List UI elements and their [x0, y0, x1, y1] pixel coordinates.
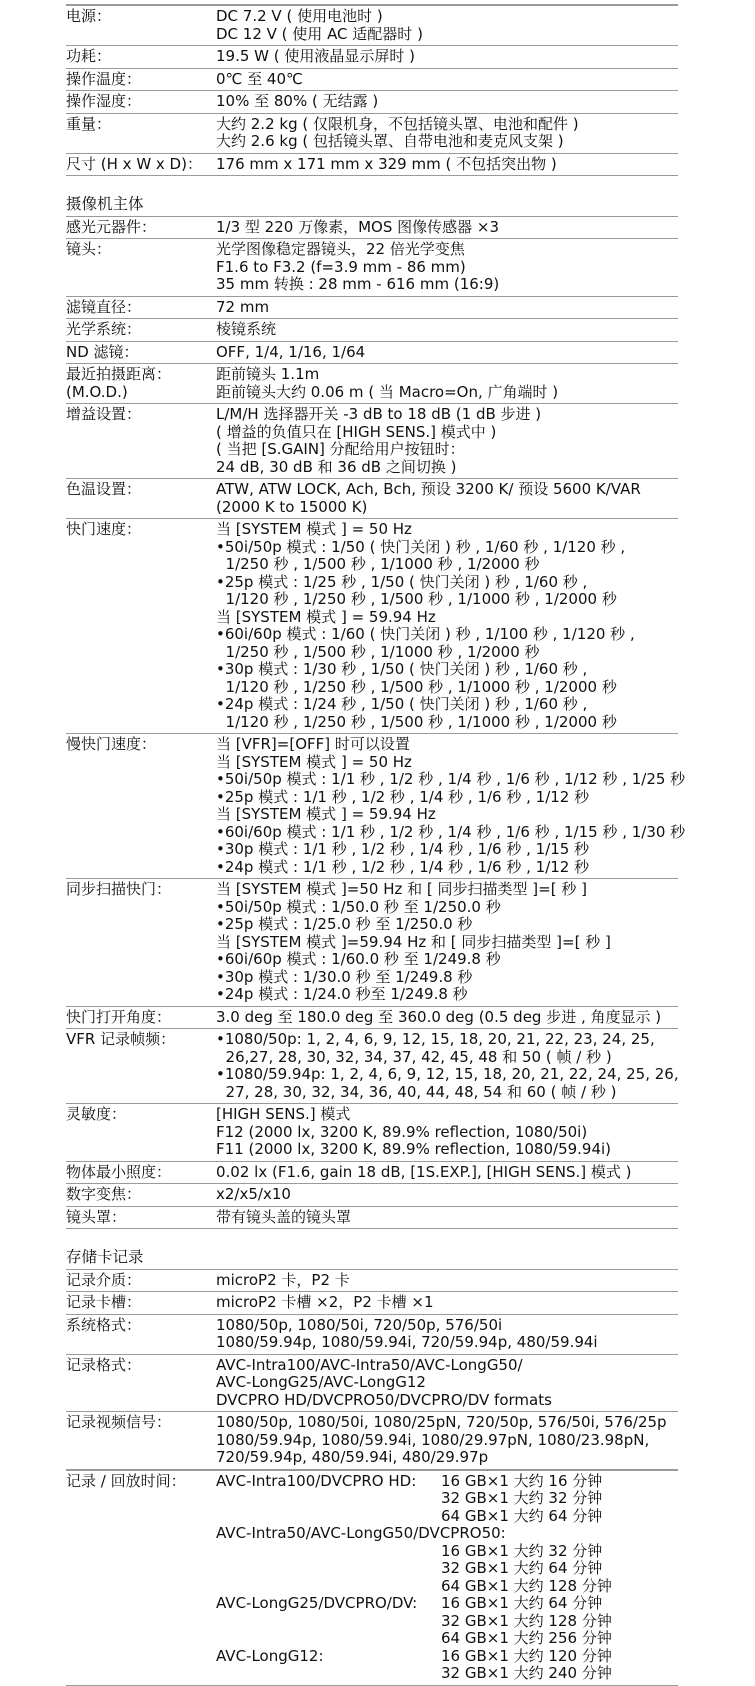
spec-row: [66, 403, 678, 478]
spec-label: 增益设置：: [66, 405, 142, 423]
spec-value: x2/x5/x10: [216, 1185, 291, 1203]
spec-value: 72 mm: [216, 297, 270, 316]
spec-row: [66, 1411, 678, 1470]
capacity-value: 16 GB×1 大约 64 分钟: [441, 1594, 603, 1612]
format-group-head: [216, 1543, 441, 1561]
capacity-value: 32 GB×1 大约 32 分钟: [441, 1489, 603, 1507]
format-group-head: [216, 1490, 441, 1508]
spec-label: 光学系统：: [66, 320, 142, 338]
spec-row: [66, 1006, 678, 1029]
spec-row: [66, 153, 678, 177]
spec-row: [66, 1354, 678, 1412]
spec-sections: [66, 5, 686, 1470]
capacity-value: 64 GB×1 大约 64 分钟: [441, 1506, 603, 1525]
spec-row: [66, 113, 678, 153]
spec-label: 重量：: [66, 114, 112, 133]
spec-label: 记录卡槽：: [66, 1293, 142, 1311]
capacity-value: 16 GB×1 大约 16 分钟: [441, 1471, 603, 1490]
format-group-head: [216, 1508, 441, 1526]
section-title: 摄像机主体: [66, 195, 144, 213]
spec-row: [66, 90, 678, 113]
spec-label: 物体最小照度：: [66, 1162, 172, 1181]
spec-row: [66, 1028, 678, 1103]
spec-value: AVC-Intra100/AVC-Intra50/AVC-LongG50/ AVC-LongG25/AVC-LongG12 DVCPRO HD/DVCPRO50/DVCPRO/DV formats: [216, 1355, 552, 1409]
spec-value: 当 [SYSTEM 模式 ] = 50 Hz •50i/50p 模式 : 1/50 ( 快门关闭 ) 秒 , 1/60 秒 , 1/120 秒 , 1/250 秒 , 1/500 秒 , 1/1000 秒 , 1/2000 秒 •25p 模式 : 1/25 秒 , 1/50 ( 快门关闭 ) 秒 , 1/60 秒 , 1/120 秒 , 1/250 秒 , 1/500 秒 , 1/1000 秒 , 1/2000 秒 当 [SYSTEM 模式 ] = 59.94 Hz •60i/60p 模式 : 1/60 ( 快门关闭 ) 秒 , 1/100 秒 , 1/120 秒 , 1/250 秒 , 1/500 秒 , 1/1000 秒 , 1/2000 秒 •30p 模式 : 1/30 秒 , 1/50 ( 快门关闭 ) 秒 , 1/60 秒 , 1/120 秒 , 1/250 秒 , 1/500 秒 , 1/1000 秒 , 1/2000 秒 •24p 模式 : 1/24 秒 , 1/50 ( 快门关闭 ) 秒 , 1/60 秒 , 1/120 秒 , 1/250 秒 , 1/500 秒 , 1/1000 秒 , 1/2000 秒: [216, 520, 635, 731]
spec-value: 光学图像稳定器镜头，22 倍光学变焦 F1.6 to F3.2 (f=3.9 mm - 86 mm) 35 mm 转换 : 28 mm - 616 mm (16:9): [216, 240, 500, 293]
spec-label: 操作温度：: [66, 69, 142, 88]
capacity-line: [216, 1473, 678, 1491]
spec-table: [66, 216, 686, 1230]
capacity-value: 64 GB×1 大约 256 分钟: [441, 1629, 612, 1647]
spec-row: [66, 1206, 678, 1230]
format-group-head: [216, 1560, 441, 1578]
capacity-value: 32 GB×1 大约 240 分钟: [441, 1664, 612, 1682]
spec-table: [66, 1269, 678, 1470]
capacity-value: 32 GB×1 大约 128 分钟: [441, 1611, 612, 1630]
spec-label: 同步扫描快门：: [66, 880, 172, 898]
spec-label: 记录介质：: [66, 1270, 142, 1289]
spec-label: 数字变焦：: [66, 1185, 142, 1203]
spec-value: 当 [VFR]=[OFF] 时可以设置 当 [SYSTEM 模式 ] = 50 Hz •50i/50p 模式 : 1/1 秒 , 1/2 秒 , 1/4 秒 , 1/6 秒 , 1/12 秒 , 1/25 秒 •25p 模式 : 1/1 秒 , 1/2 秒 , 1/4 秒 , 1/6 秒 , 1/12 秒 当 [SYSTEM 模式 ] = 59.94 Hz •60i/60p 模式 : 1/1 秒 , 1/2 秒 , 1/4 秒 , 1/6 秒 , 1/15 秒 , 1/30 秒 •30p 模式 : 1/1 秒 , 1/2 秒 , 1/4 秒 , 1/6 秒 , 1/15 秒 •24p 模式 : 1/1 秒 , 1/2 秒 , 1/4 秒 , 1/6 秒 , 1/12 秒: [216, 735, 686, 876]
format-group-head: AVC-LongG12:: [216, 1646, 324, 1665]
spec-value: 19.5 W ( 使用液晶显示屏时 ): [216, 47, 416, 65]
spec-row: [66, 45, 678, 68]
spec-label: 最近拍摄距离： (M.O.D.): [66, 365, 172, 401]
spec-value: DC 7.2 V ( 使用电池时 ) DC 12 V ( 使用 AC 适配器时 ): [216, 7, 423, 43]
spec-value: •1080/50p: 1, 2, 4, 6, 9, 12, 15, 18, 20, 21, 22, 23, 24, 25, 26,27, 28, 30, 32, 34, 37, 42, 45, 48 和 50 ( 帧 / 秒 ) •1080/59.94p: 1, 2, 4, 6, 9, 12, 15, 18, 20, 21, 22, 24, 25, 26, 27, 28, 30, 32, 34, 36, 40, 44, 48, 54 和 60 ( 帧 / 秒 ): [216, 1030, 679, 1101]
spec-row: [66, 1161, 678, 1184]
spec-value: 3.0 deg 至 180.0 deg 至 360.0 deg (0.5 deg 步进 , 角度显示 ): [216, 1007, 662, 1026]
capacity-line: [216, 1613, 678, 1631]
capacity-value: 16 GB×1 大约 120 分钟: [441, 1646, 612, 1665]
spec-value: 当 [SYSTEM 模式 ]=50 Hz 和 [ 同步扫描类型 ]=[ 秒 ] •50i/50p 模式 : 1/50.0 秒 至 1/250.0 秒 •25p 模式 : 1/25.0 秒 至 1/250.0 秒 当 [SYSTEM 模式 ]=59.94 Hz 和 [ 同步扫描类型 ]=[ 秒 ] •60i/60p 模式 : 1/60.0 秒 至 1/249.8 秒 •30p 模式 : 1/30.0 秒 至 1/249.8 秒 •24p 模式 : 1/24.0 秒至 1/249.8 秒: [216, 880, 611, 1003]
spec-value: 棱镜系统: [216, 320, 277, 338]
spec-label: 尺寸 (H x W x D)：: [66, 154, 202, 173]
spec-row: [66, 68, 678, 91]
format-group-head: AVC-Intra100/DVCPRO HD:: [216, 1471, 417, 1490]
spec-value: 带有镜头盖的镜头罩: [216, 1207, 352, 1226]
spec-row: [66, 1314, 678, 1354]
spec-row: [66, 296, 678, 319]
spec-label: 快门打开角度：: [66, 1007, 172, 1026]
spec-row: [66, 341, 678, 364]
spec-row: [66, 1291, 678, 1314]
spec-row: [66, 5, 678, 45]
spec-row: [66, 238, 678, 296]
capacity-line: [216, 1648, 678, 1666]
recording-time-row: [66, 1470, 678, 1686]
spec-table: [66, 5, 678, 176]
spec-label: 慢快门速度：: [66, 735, 157, 753]
spec-value: 距前镜头 1.1m 距前镜头大约 0.06 m ( 当 Macro=On, 广角端时 ): [216, 365, 559, 401]
capacity-line: [216, 1490, 678, 1508]
spec-label: 操作湿度：: [66, 92, 142, 110]
spec-row: [66, 318, 678, 341]
spec-row: [66, 1183, 678, 1206]
spec-row: [66, 216, 678, 239]
capacity-line: [216, 1630, 678, 1648]
spec-value: 大约 2.2 kg ( 仅限机身，不包括镜头罩、电池和配件 ) 大约 2.6 kg ( 包括镜头罩、自带电池和麦克风支架 ): [216, 114, 579, 150]
spec-value: 0.02 lx (F1.6, gain 18 dB, [1S.EXP.], [HIGH SENS.] 模式 ): [216, 1162, 632, 1181]
spec-label: 记录 / 回放时间：: [66, 1471, 186, 1490]
spec-value: 1/3 型 220 万像素，MOS 图像传感器 ×3: [216, 217, 499, 236]
spec-row: [66, 1269, 678, 1292]
capacity-line: [216, 1508, 678, 1526]
spec-row: [66, 518, 678, 733]
spec-value: ATW, ATW LOCK, Ach, Bch, 预设 3200 K/ 预设 5600 K/VAR (2000 K to 15000 K): [216, 480, 641, 516]
capacity-line: [216, 1578, 678, 1596]
capacity-value: 32 GB×1 大约 64 分钟: [441, 1559, 603, 1577]
capacity-line: [216, 1543, 678, 1561]
recording-time-value: [216, 1473, 678, 1683]
spec-label: 记录格式：: [66, 1355, 142, 1374]
spec-row: [66, 733, 686, 878]
spec-label: 记录视频信号：: [66, 1413, 172, 1431]
spec-value: 1080/50p, 1080/50i, 1080/25pN, 720/50p, 576/50i, 576/25p 1080/59.94p, 1080/59.94i, 1080/29.97pN, 1080/23.98pN, 720/59.94p, 480/59.94i, 480/29.97p: [216, 1413, 667, 1466]
spec-label: 灵敏度：: [66, 1105, 127, 1123]
spec-row: [66, 878, 678, 1006]
spec-label: 功耗：: [66, 47, 112, 65]
spec-row: [66, 478, 678, 518]
capacity-line: [216, 1595, 678, 1613]
spec-row: [66, 1103, 678, 1161]
spec-value: 10% 至 80% ( 无结露 ): [216, 92, 379, 110]
spec-label: 系统格式：: [66, 1315, 142, 1334]
spec-label: VFR 记录帧频：: [66, 1030, 176, 1048]
spec-label: 镜头罩：: [66, 1207, 127, 1226]
format-group-head: [216, 1578, 441, 1596]
format-group-head: [216, 1630, 441, 1648]
spec-document: [66, 0, 686, 1686]
capacity-line: [216, 1560, 678, 1578]
section-title: 存储卡记录: [66, 1248, 144, 1266]
spec-label: 快门速度：: [66, 520, 142, 538]
spec-value: 0℃ 至 40℃: [216, 69, 303, 88]
spec-value: microP2 卡，P2 卡: [216, 1270, 350, 1289]
format-group-head: AVC-Intra50/AVC-LongG50/DVCPRO50:: [216, 1524, 506, 1542]
spec-value: L/M/H 选择器开关 -3 dB to 18 dB (1 dB 步进 ) ( 增益的负值只在 [HIGH SENS.] 模式中 ) ( 当把 [S.GAIN] 分配给用户按钮时： 24 dB, 30 dB 和 36 dB 之间切换 ): [216, 405, 542, 476]
format-group-head: AVC-LongG25/DVCPRO/DV:: [216, 1594, 418, 1612]
spec-label: 镜头：: [66, 240, 112, 258]
spec-row: [66, 363, 678, 403]
spec-value: [HIGH SENS.] 模式 F12 (2000 lx, 3200 K, 89.9% reflection, 1080/50i) F11 (2000 lx, 3200 K, 89.9% reflection, 1080/59.94i): [216, 1105, 612, 1158]
spec-value: 176 mm x 171 mm x 329 mm ( 不包括突出物 ): [216, 154, 557, 173]
spec-label: ND 滤镜：: [66, 342, 139, 361]
capacity-value: 64 GB×1 大约 128 分钟: [441, 1576, 612, 1595]
spec-value: OFF, 1/4, 1/16, 1/64: [216, 342, 366, 361]
spec-label: 滤镜直径：: [66, 297, 142, 316]
format-group-head: [216, 1613, 441, 1631]
spec-value: 1080/50p, 1080/50i, 720/50p, 576/50i 1080/59.94p, 1080/59.94i, 720/59.94p, 480/59.94i: [216, 1315, 598, 1351]
spec-value: microP2 卡槽 ×2，P2 卡槽 ×1: [216, 1293, 434, 1311]
spec-label: 电源：: [66, 7, 112, 25]
spec-label: 色温设置：: [66, 480, 142, 498]
spec-label: 感光元器件：: [66, 217, 157, 236]
capacity-value: 16 GB×1 大约 32 分钟: [441, 1541, 603, 1560]
